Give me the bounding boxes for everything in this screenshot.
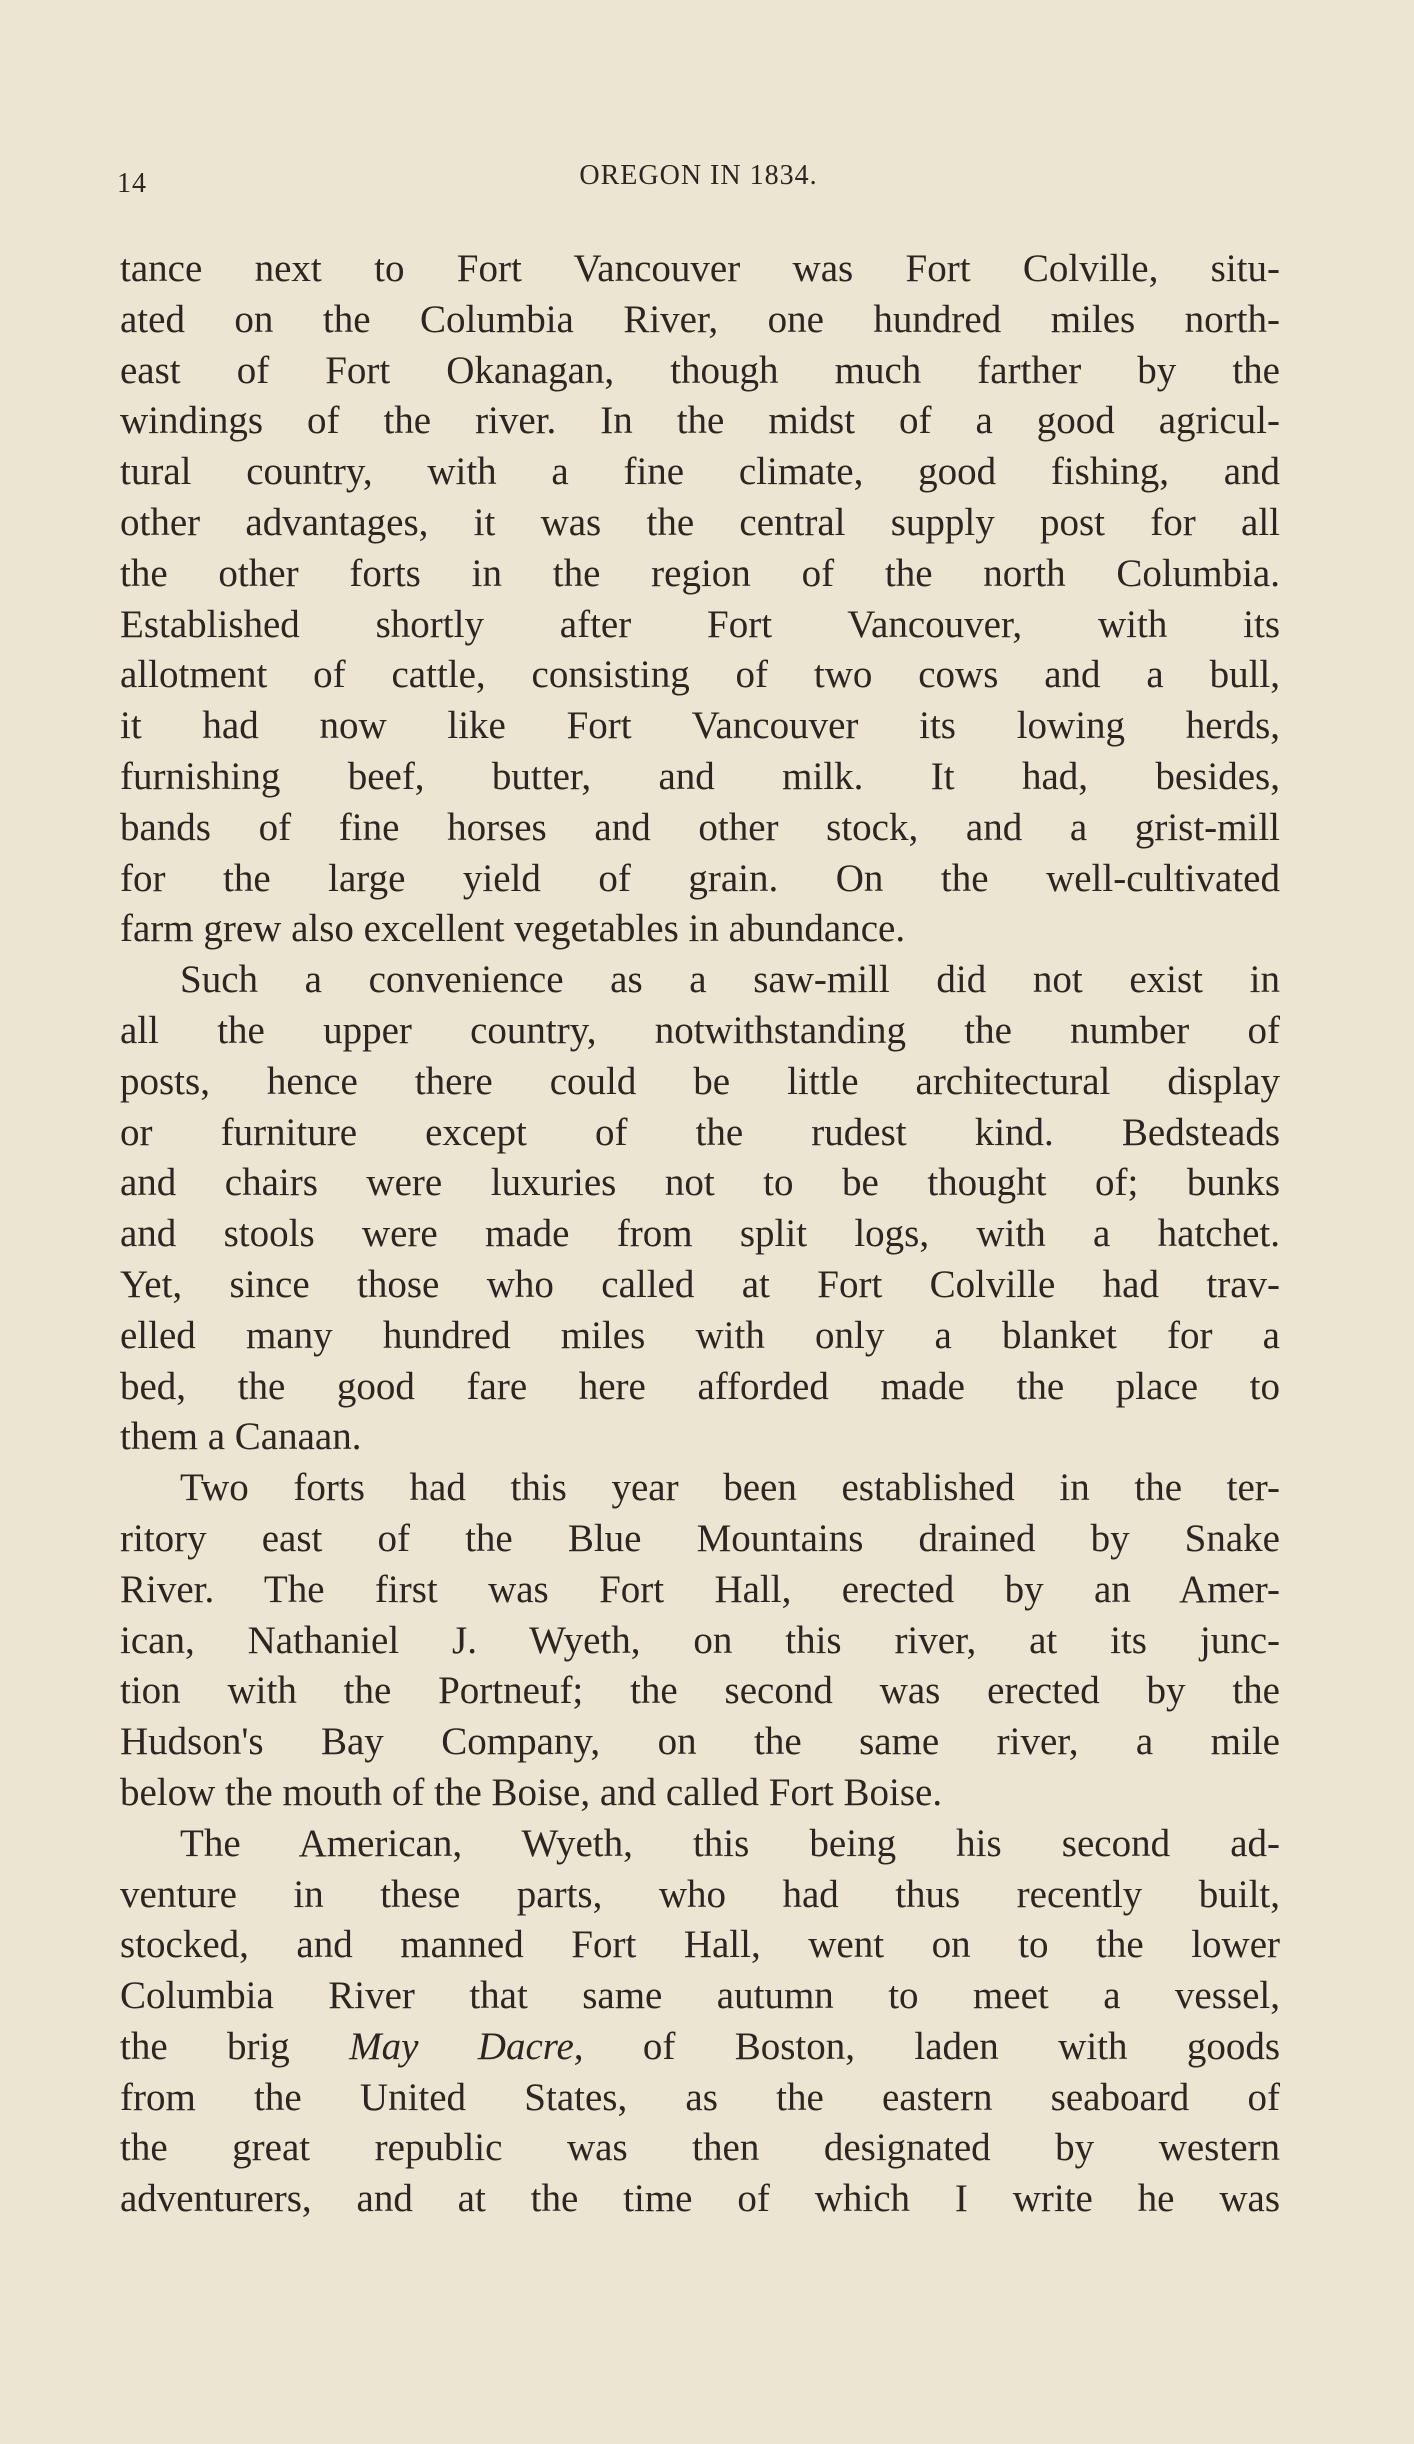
body-text [120, 244, 1280, 2225]
text-line: Columbia River that same autumn to meet a vessel, [120, 1974, 1280, 2018]
text-line: Yet, since those who called at Fort Colville had trav- [120, 1262, 1280, 1306]
page-number: 14 [117, 168, 147, 199]
text-line: River. The first was Fort Hall, erected by an Amer- [120, 1567, 1280, 1611]
text-line: tural country, with a fine climate, good fishing, and [120, 450, 1280, 494]
text-line: other advantages, it was the central supply post for all [120, 500, 1280, 544]
text-line: below the mouth of the Boise, and called Fort Boise. [120, 1770, 943, 1814]
text-line: them a Canaan. [120, 1415, 362, 1459]
text-line-ship [120, 2022, 1280, 2073]
text-line: the great republic was then designated by western [120, 2126, 1280, 2170]
text-line: Hudson's Bay Company, on the same river, a mile [120, 1720, 1280, 1764]
text-line: and chairs were luxuries not to be thought of; bunks [120, 1161, 1280, 1205]
running-title: OREGON IN 1834. [579, 160, 818, 191]
text-line: it had now like Fort Vancouver its lowing herds, [120, 704, 1280, 748]
text-line: east of Fort Okanagan, though much farther by the [120, 348, 1280, 392]
paragraph-start-line: Such a convenience as a saw-mill did not exist in [180, 958, 1280, 1002]
text-line: farm grew also excellent vegetables in abundance. [120, 907, 906, 951]
text-line: furnishing beef, butter, and milk. It had, besides, [120, 754, 1280, 798]
text-line: elled many hundred miles with only a blanket for a [120, 1313, 1280, 1357]
text-line: tion with the Portneuf; the second was erected by the [120, 1669, 1280, 1713]
text-line: Established shortly after Fort Vancouver, with its [120, 602, 1280, 646]
text-line: bands of fine horses and other stock, and a grist-mill [120, 805, 1280, 849]
text-line: or furniture except of the rudest kind. Bedsteads [120, 1110, 1280, 1154]
text-line: windings of the river. In the midst of a good agricul- [120, 399, 1280, 443]
line-suffix: of Boston, laden with goods [642, 2024, 1281, 2068]
text-line: the other forts in the region of the north Columbia. [120, 551, 1280, 595]
text-line: posts, hence there could be little architectural display [120, 1059, 1280, 1103]
line-prefix: the brig [120, 2024, 350, 2068]
running-head [117, 160, 1280, 200]
text-line: from the United States, as the eastern seaboard of [120, 2075, 1280, 2119]
text-line: venture in these parts, who had thus recently built, [120, 1872, 1280, 1916]
ship-name: May Dacre, [349, 2024, 584, 2068]
text-line: ican, Nathaniel J. Wyeth, on this river, at its junc- [120, 1618, 1280, 1662]
text-line: bed, the good fare here afforded made the place to [120, 1364, 1280, 1408]
text-line: stocked, and manned Fort Hall, went on to the lower [120, 1923, 1280, 1967]
text-line: ated on the Columbia River, one hundred miles north- [120, 297, 1280, 341]
text-line: tance next to Fort Vancouver was Fort Colville, situ- [120, 247, 1280, 290]
text-line: for the large yield of grain. On the well-cultivated [120, 856, 1280, 900]
paragraph-start-line: The American, Wyeth, this being his second ad- [180, 1821, 1280, 1865]
text-line: allotment of cattle, consisting of two cows and a bull, [120, 653, 1280, 697]
text-line: adventurers, and at the time of which I write he was [120, 2177, 1280, 2221]
text-line: all the upper country, notwithstanding the number of [120, 1008, 1280, 1052]
paragraph-start-line: Two forts had this year been established in the ter- [180, 1466, 1280, 1510]
text-line: ritory east of the Blue Mountains drained by Snake [120, 1516, 1280, 1560]
text-line: and stools were made from split logs, with a hatchet. [120, 1212, 1280, 1256]
